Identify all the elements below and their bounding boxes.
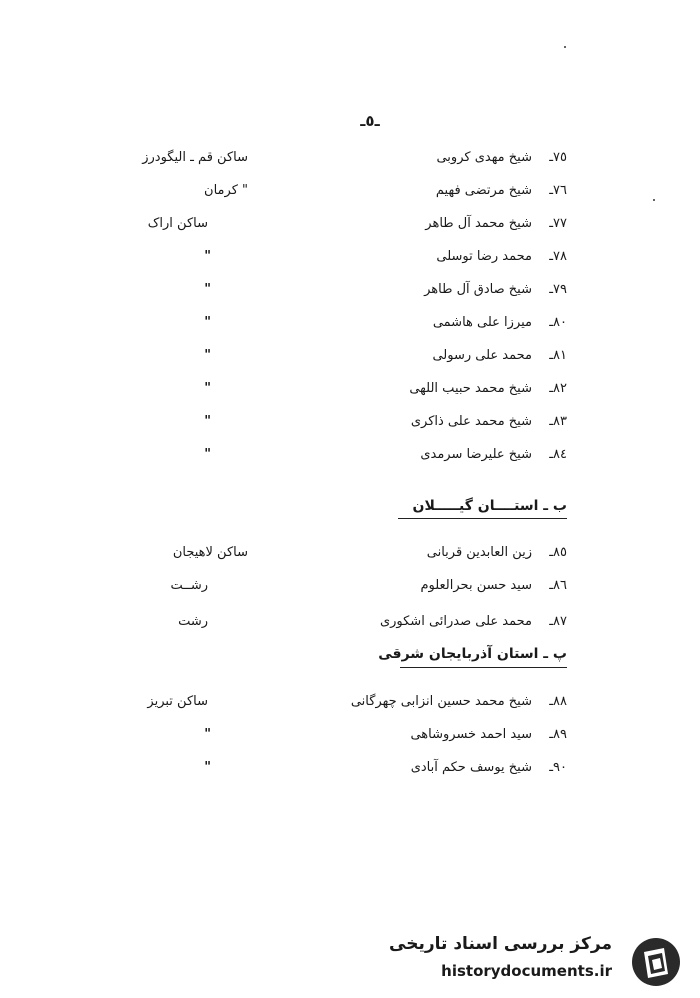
list-item (0, 249, 700, 273)
entry-residence: " (204, 447, 211, 462)
list-item (0, 447, 700, 471)
entry-name: شیخ محمد علی ذاکری (410, 414, 532, 429)
entry-number: ٧٩ـ (549, 282, 567, 297)
watermark-title: مرکز بررسی اسناد تاریخی (389, 934, 612, 954)
entry-number: ٨٦ـ (549, 578, 567, 593)
entry-residence: رشت (178, 614, 208, 629)
list-item (0, 614, 700, 638)
section-underline (398, 518, 567, 519)
entry-residence: " (204, 249, 211, 264)
entry-name: شیخ علیرضا سرمدی (420, 447, 532, 462)
scan-speck (564, 46, 566, 48)
entry-residence: " (204, 282, 211, 297)
list-item (0, 545, 700, 569)
entry-residence: رشــت (170, 578, 208, 593)
entry-number: ٧٦ـ (549, 183, 567, 198)
entry-residence: ساکن تبریز (147, 694, 208, 709)
watermark-url: historydocuments.ir (441, 962, 612, 980)
entry-name: سید حسن بحرالعلوم (420, 578, 532, 593)
section-underline (400, 667, 567, 668)
entry-residence: " کرمان (204, 183, 248, 198)
entry-number: ٧٨ـ (549, 249, 567, 264)
entry-number: ٧٥ـ (549, 150, 567, 165)
entry-name: محمد علی صدرائی اشکوری (379, 614, 532, 629)
entry-name: شیخ مهدی کروبی (436, 150, 532, 165)
entry-name: شیخ محمد آل طاهر (425, 216, 532, 231)
entry-number: ٨٢ـ (549, 381, 567, 396)
entry-name: شیخ یوسف حکم آبادی (410, 760, 532, 775)
entry-number: ٨٠ـ (549, 315, 567, 330)
entry-residence: " (204, 760, 211, 775)
entry-name: شیخ محمد حبیب اللهی (409, 381, 532, 396)
watermark (389, 934, 612, 990)
list-item (0, 694, 700, 718)
entry-number: ٨٧ـ (549, 614, 567, 629)
list-item (0, 216, 700, 240)
entry-residence: " (204, 381, 211, 396)
entry-name: زین العابدین قربانی (426, 545, 532, 560)
section-heading-east-azerbaijan: پ ـ استان آذربایجان شرقی (378, 646, 567, 662)
entry-residence: " (204, 315, 211, 330)
entry-residence: ساکن قم ـ الیگودرز (142, 150, 248, 165)
list-item (0, 183, 700, 207)
entry-name: شیخ مرتضی فهیم (435, 183, 532, 198)
list-item (0, 282, 700, 306)
entry-residence: " (204, 414, 211, 429)
entry-residence: " (204, 348, 211, 363)
section-heading-gilan: ب ـ استــــان گیـــــلان (412, 498, 567, 514)
entry-name: شیخ صادق آل طاهر (424, 282, 532, 297)
entry-number: ٨٤ـ (549, 447, 567, 462)
entry-residence: ساکن لاهیجان (172, 545, 248, 560)
list-item (0, 348, 700, 372)
list-item (0, 381, 700, 405)
list-item (0, 315, 700, 339)
entry-number: ٨٥ـ (549, 545, 567, 560)
entry-number: ٨١ـ (549, 348, 567, 363)
entry-name: سید احمد خسروشاهی (410, 727, 532, 742)
entry-number: ٨٣ـ (549, 414, 567, 429)
page-number: ـ٥ـ (360, 112, 380, 130)
archive-logo-icon (630, 936, 682, 988)
entry-name: میرزا علی هاشمی (432, 315, 532, 330)
entry-name: محمد علی رسولی (432, 348, 532, 363)
entry-number: ٧٧ـ (549, 216, 567, 231)
entry-number: ٨٨ـ (549, 694, 567, 709)
entry-number: ٩٠ـ (549, 760, 567, 775)
list-item (0, 760, 700, 784)
entry-number: ٨٩ـ (549, 727, 567, 742)
list-item (0, 727, 700, 751)
list-item (0, 414, 700, 438)
list-item (0, 578, 700, 602)
entry-residence: " (204, 727, 211, 742)
list-item (0, 150, 700, 174)
entry-residence: ساکن اراک (147, 216, 208, 231)
entry-name: شیخ محمد حسین انزابی چهرگانی (350, 694, 532, 709)
entry-name: محمد رضا توسلی (436, 249, 532, 264)
